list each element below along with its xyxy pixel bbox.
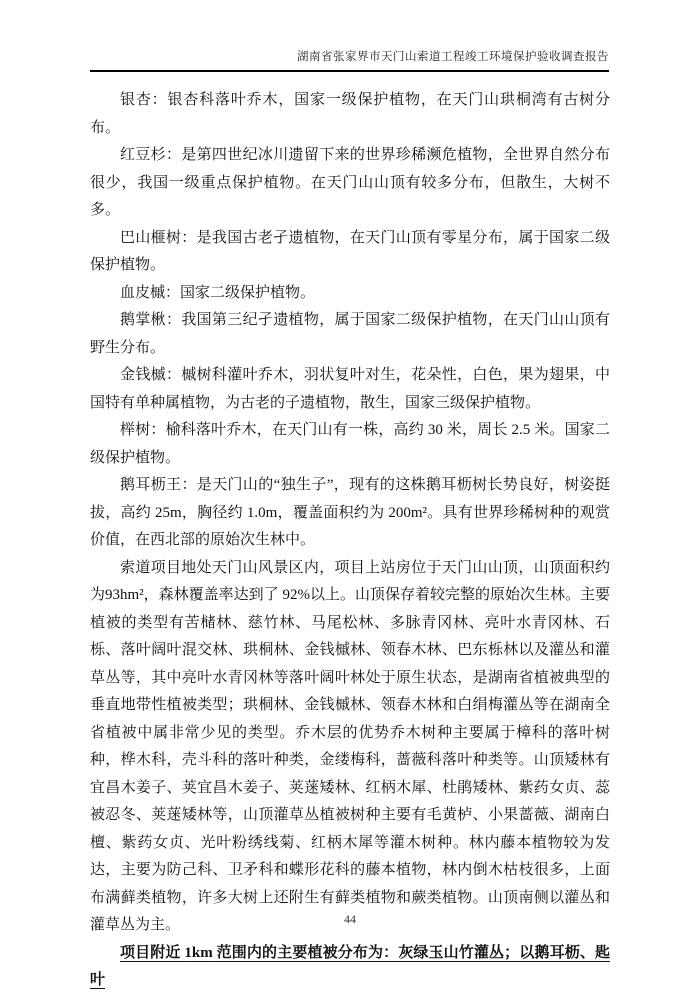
paragraph-jushu: 榉树：榆科落叶乔木，在天门山有一株，高约 30 米，周长 2.5 米。国家二级保护植物。 (90, 422, 610, 466)
paragraph-xuepiqi: 血皮槭：国家二级保护植物。 (120, 284, 316, 301)
paragraph-hongdoushan: 红豆杉：是第四世纪冰川遗留下来的世界珍稀濒危植物，全世界自然分布很少，我国一级重点保护植物。在天门山山顶有较多分布，但散生，大树不多。 (90, 147, 610, 218)
underlined-paragraph (90, 940, 610, 995)
page-footer (0, 912, 700, 927)
document-body (90, 87, 610, 995)
distance-value: 1km (184, 944, 213, 961)
paragraph-bashanfeishu: 巴山榧树：是我国古老孑遗植物，在天门山顶有零星分布，属于国家二级保护植物。 (90, 229, 610, 273)
page-header (90, 50, 609, 72)
page-number: 44 (344, 912, 356, 926)
header-title: 湖南省张家界市天门山索道工程竣工环境保护验收调查报告 (297, 51, 609, 63)
paragraph-suodao-xiangmu: 索道项目地处天门山风景区内，项目上站房位于天门山山顶，山顶面积约为93hm²，森林覆盖率达到了 92%以上。山顶保存着较完整的原始次生林。主要植被的类型有苦槠林、慈竹林、马尾松林、多脉青冈林、亮叶水青冈林、石栎、落叶阔叶混交林、珙桐林、金钱槭林、领春木林、巴东栎林以及灌丛和灌草丛等，其中亮叶水青冈林等落叶阔叶林处于原生状态，是湖南省植被典型的垂直地带性植被类型；珙桐林、金钱槭林、领春木林和白绢梅灌丛等在湖南全省植被中属非常少见的类型。乔木层的优势乔木树种主要属于樟科的落叶树种，桦木科，壳斗科的落叶种类，金缕梅科，蔷薇科落叶种类等。山顶矮林有宜昌木姜子、荚宜昌木姜子、荚蒾矮林、红柄木犀、杜鹃矮林、紫药女贞、蕊被忍冬、荚蒾矮林等，山顶灌草丛植被树种主要有毛黄栌、小果蔷薇、湖南白檀、紫药女贞、光叶粉绣线菊、红柄木犀等灌木树种。林内藤本植物较为发达，主要为防己科、卫矛科和蝶形花科的藤本植物，林内倒木枯枝很多，上面布满藓类植物，许多大树上还附生有藓类植物和蕨类植物。山顶南侧以灌丛和灌草丛为主。 (90, 559, 610, 933)
underlined-text-pre: 项目附近 (120, 944, 185, 961)
paragraph-eerliwang: 鹅耳枥王：是天门山的“独生子”，现有的这株鹅耳枥树长势良好，树姿挺拔，高约 25m，胸径约 1.0m，覆盖面积约为 200m²。具有世界珍稀树种的观赏价值，在西北部的原始次生林中。 (90, 477, 610, 548)
paragraph-ezhangqiu: 鹅掌楸：我国第三纪孑遗植物，属于国家二级保护植物，在天门山山顶有野生分布。 (90, 312, 610, 356)
underlined-text-post: 范围内的主要植被分布为：灰绿玉山竹灌丛；以鹅耳枥、匙叶 (90, 944, 610, 988)
paragraph-jinqianqi: 金钱槭：槭树科灌叶乔木，羽状复叶对生，花朵性，白色，果为翅果，中国特有单种属植物，为古老的子遗植物，散生，国家三级保护植物。 (90, 367, 610, 411)
paragraph-yinxing: 银杏：银杏科落叶乔木，国家一级保护植物，在天门山珙桐湾有古树分布。 (90, 92, 610, 136)
